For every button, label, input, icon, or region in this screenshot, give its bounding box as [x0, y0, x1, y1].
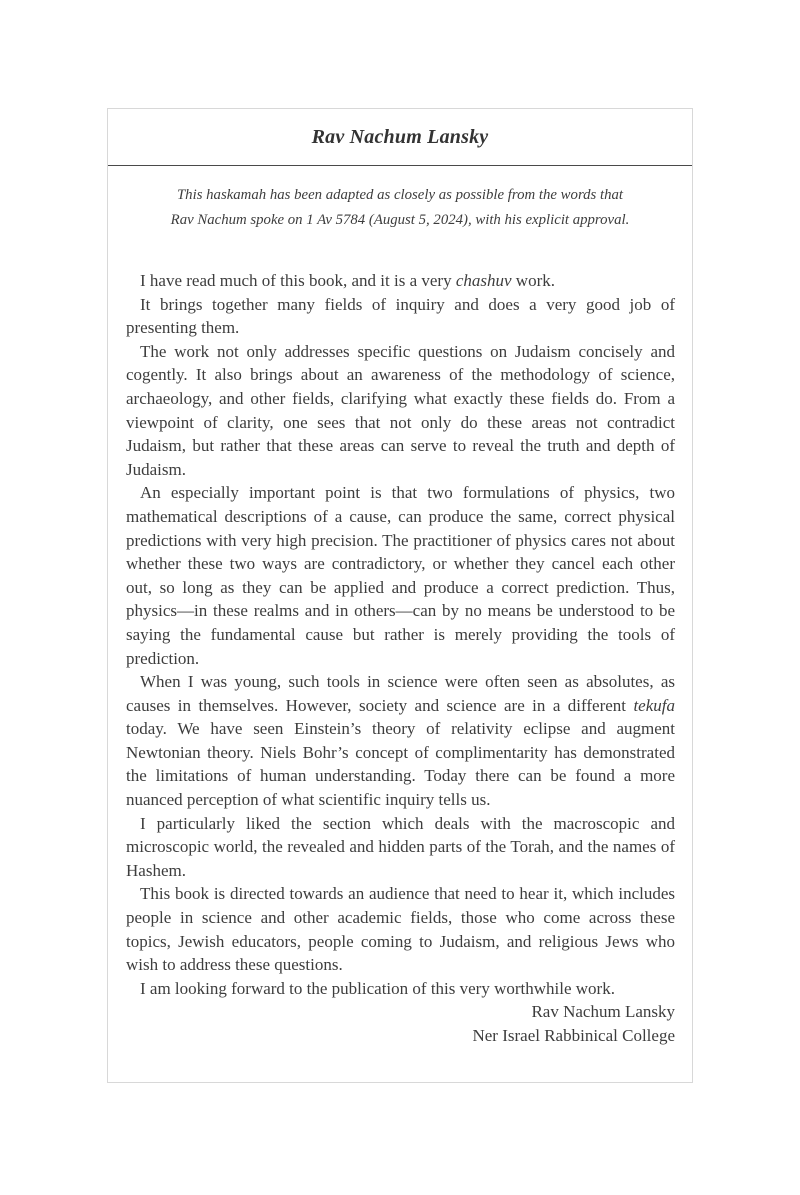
page-header: [108, 109, 692, 166]
page-title: Rav Nachum Lansky: [311, 125, 489, 148]
adaptation-note: [108, 183, 692, 233]
signature-block: [126, 1000, 675, 1047]
paragraph: I have read much of this book, and it is a very chashuv work.: [140, 271, 555, 290]
book-page: [107, 108, 693, 1083]
paragraph: The work not only addresses specific questions on Judaism concisely and cogently. It also brings about an awareness of the methodology of science, archaeology, and other fields, clarifying what exactly these fields do. From a viewpoint of clarity, one sees that not only do these areas not contradict Judaism, but rather that these areas can serve to reveal the truth and depth of Judaism.: [126, 341, 675, 479]
paragraph: When I was young, such tools in science were often seen as absolutes, as causes in themselves. However, society and science are in a different tekufa today. We have seen Einstein’s theory of relativity eclipse and augment Newtonian theory. Niels Bohr’s concept of complimentarity has demonstrated the limitations of human understanding. Today there can be found a more nuanced perception of what scientific inquiry tells us.: [126, 672, 675, 810]
paragraph: I particularly liked the section which deals with the macroscopic and microscopic world, the revealed and hidden parts of the Torah, and the names of Hashem.: [126, 813, 675, 880]
paragraph: An especially important point is that two formulations of physics, two mathematical descriptions of a cause, can produce the same, correct physical predictions with very high precision. The practitioner of physics cares not about whether these two ways are contradictory, or whether they cancel each other out, so long as they can be applied and produce a correct prediction. Thus, physics—in these realms and in others—can by no means be understood to be saying the fundamental cause but rather is merely providing the tools of prediction.: [126, 483, 675, 668]
paragraph: This book is directed towards an audience that need to hear it, which includes people in science and other academic fields, those who come across these topics, Jewish educators, people coming to Judaism, and religious Jews who wish to address these questions.: [126, 884, 675, 975]
adaptation-note-line-1: This haskamah has been adapted as closely as possible from the words that: [176, 187, 624, 203]
adaptation-note-line-2: Rav Nachum spoke on 1 Av 5784 (August 5, 2024), with his explicit approval.: [170, 212, 630, 228]
paragraph: It brings together many fields of inquiry and does a very good job of presenting them.: [126, 294, 675, 338]
body-text: [126, 269, 675, 1000]
signature-name: Rav Nachum Lansky: [531, 1002, 675, 1022]
paragraph: I am looking forward to the publication of this very worthwhile work.: [140, 978, 615, 998]
signature-institution: Ner Israel Rabbinical College: [472, 1026, 675, 1045]
